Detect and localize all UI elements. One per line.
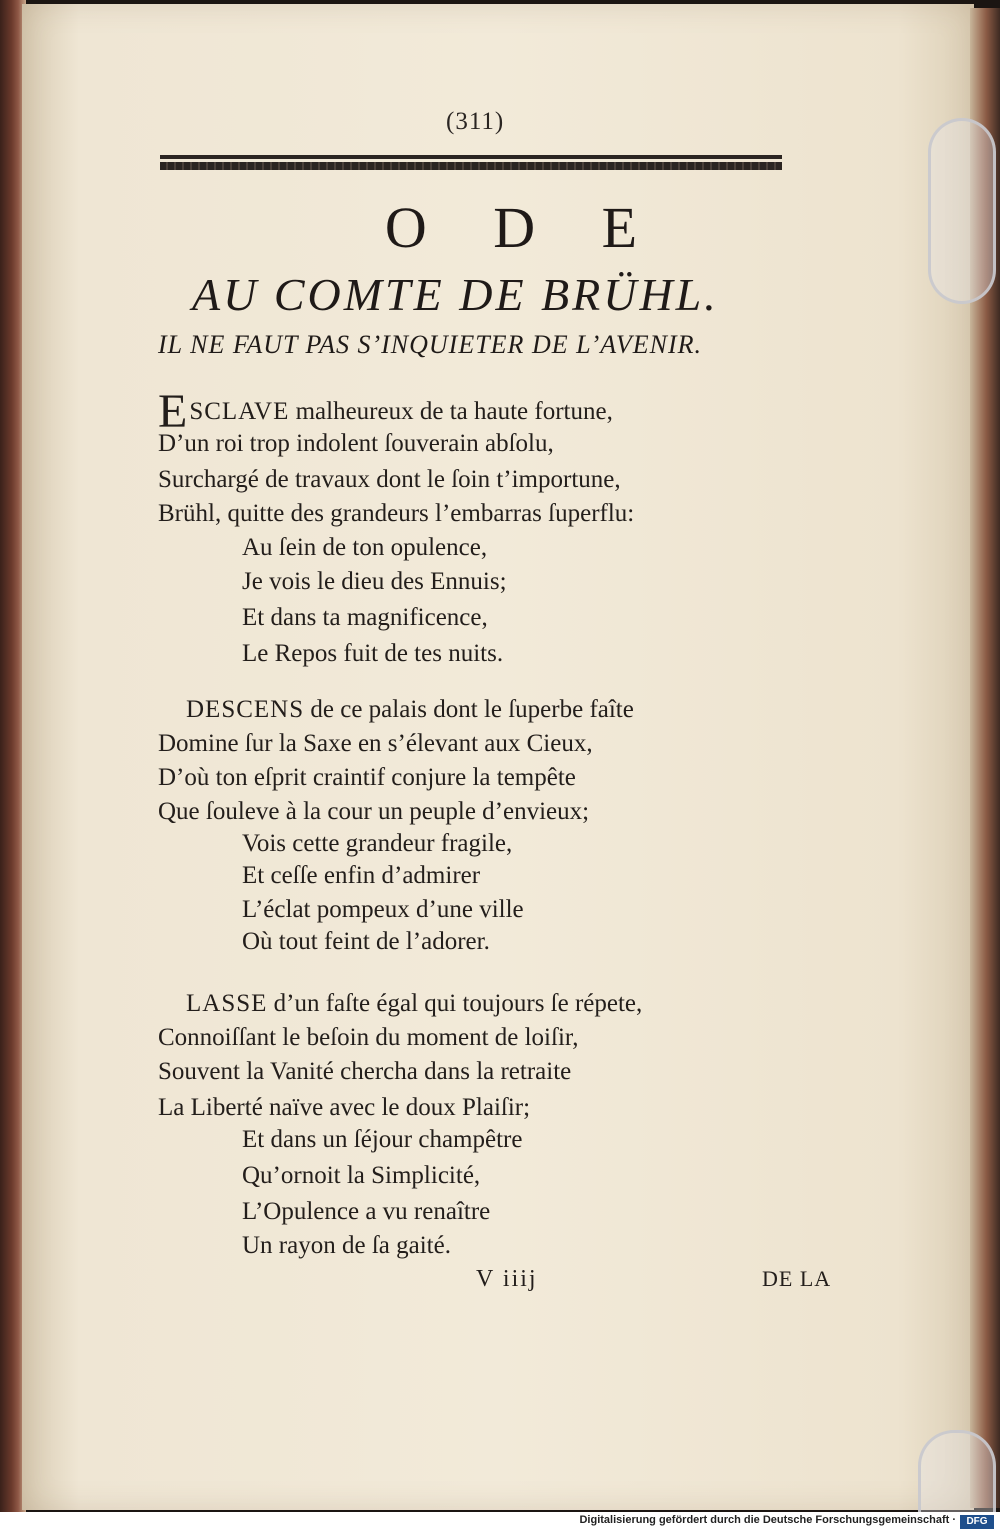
printer-signature: V iiij — [476, 1266, 538, 1292]
poem-line: Qu’ornoit la Simplicité, — [242, 1162, 481, 1189]
drop-cap: E — [158, 385, 188, 438]
stanza-3-first-line — [186, 990, 642, 1018]
poem-line: Et ceſſe enfin d’admirer — [242, 862, 481, 889]
poem-line: D’un roi trop indolent ſouverain abſolu, — [158, 430, 554, 457]
stanza-1-first-line — [158, 385, 613, 438]
poem-line: Surchargé de travaux dont le ſoin t’importune, — [158, 466, 621, 493]
poem-line: Le Repos fuit de tes nuits. — [242, 640, 504, 667]
poem-line: La Liberté naïve avec le doux Plaiſir; — [158, 1094, 531, 1121]
poem-subtitle: AU COMTE DE BRÜHL. — [192, 269, 719, 320]
poem-line: Souvent la Vanité chercha dans la retraite — [158, 1058, 572, 1085]
poem-line: L’éclat pompeux d’une ville — [242, 896, 524, 923]
poem-line: Et dans un ſéjour champêtre — [242, 1126, 523, 1153]
stanza-first-word: SCLAVE — [189, 398, 290, 425]
clip-icon — [918, 1430, 996, 1516]
poem-line: Domine ſur la Saxe en s’élevant aux Cieux, — [158, 730, 593, 757]
stanza-line-text: d’un faſte égal qui toujours ſe répete, — [267, 990, 643, 1017]
footer-credit: Digitalisierung gefördert durch die Deutsche Forschungsgemeinschaft · — [579, 1514, 956, 1526]
poem-line: Connoiſſant le beſoin du moment de loiſir, — [158, 1024, 579, 1051]
poem-line: Brühl, quitte des grandeurs l’embarras ſuperflu: — [158, 500, 635, 527]
stanza-first-word: LASSE — [186, 990, 268, 1017]
page-number: (311) — [446, 108, 505, 135]
poem-line: L’Opulence a vu renaître — [242, 1198, 491, 1225]
poem-epigraph: IL NE FAUT PAS S’INQUIETER DE L’AVENIR. — [158, 330, 702, 359]
poem-line: Je vois le dieu des Ennuis; — [242, 568, 507, 595]
poem-line: Au ſein de ton opulence, — [242, 534, 488, 561]
dfg-logo-icon: DFG — [960, 1515, 994, 1529]
poem-line: D’où ton eſprit craintif conjure la tempête — [158, 764, 576, 791]
footer-bar — [0, 1512, 1000, 1532]
page-title: O D E — [384, 195, 664, 260]
poem-line: Que ſouleve à la cour un peuple d’envieux; — [158, 798, 590, 825]
poem-line: Vois cette grandeur fragile, — [242, 830, 513, 857]
stanza-line-text: malheureux de ta haute fortune, — [289, 398, 613, 425]
poem-line: Un rayon de ſa gaité. — [242, 1232, 451, 1259]
stanza-first-word: DESCENS — [186, 696, 305, 723]
catchword: DE LA — [762, 1266, 832, 1291]
stanza-line-text: de ce palais dont le ſuperbe faîte — [304, 696, 634, 723]
stanza-2-first-line — [186, 696, 634, 724]
ornamental-rule — [160, 152, 782, 174]
poem-line: Et dans ta magnificence, — [242, 604, 488, 631]
poem-line: Où tout feint de l’adorer. — [242, 928, 490, 955]
